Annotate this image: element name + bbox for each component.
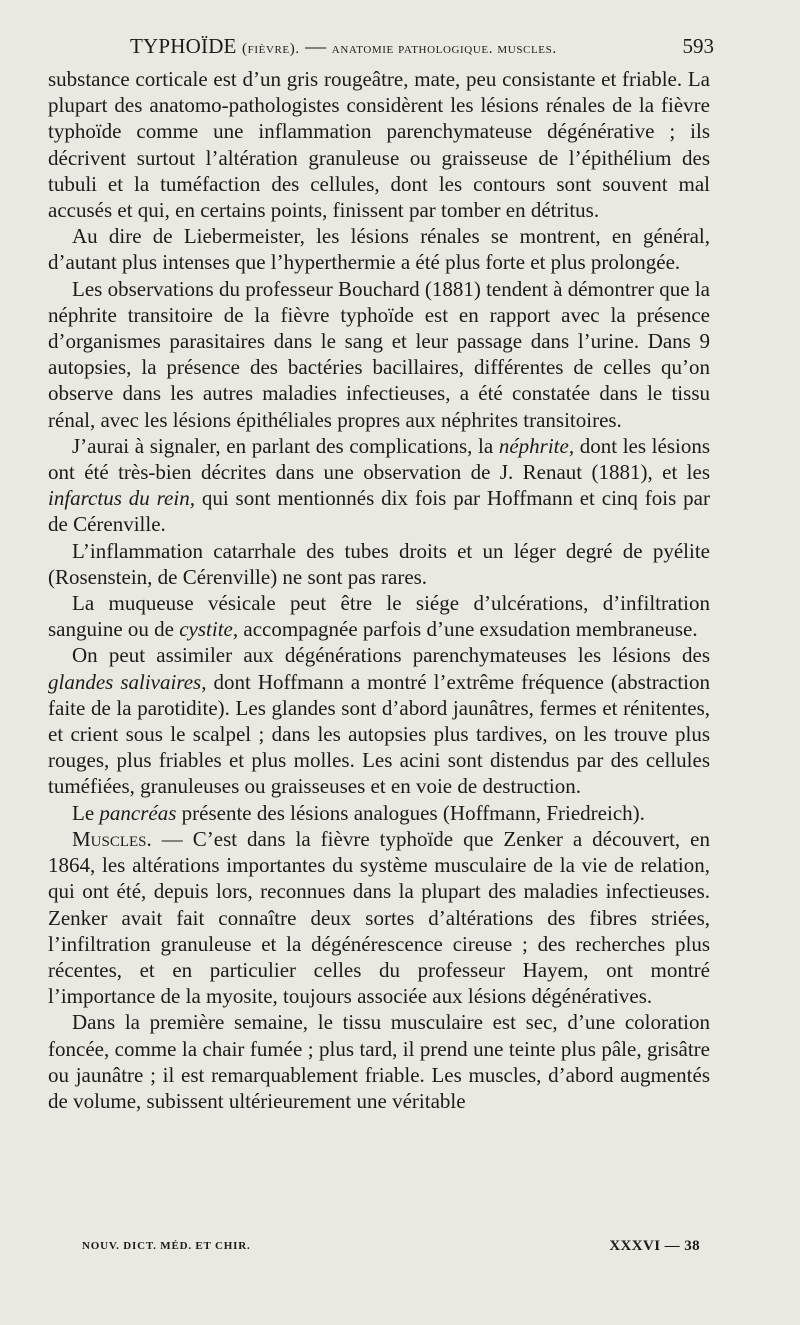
footer-signature: NOUV. DICT. MÉD. ET CHIR. (82, 1240, 251, 1252)
paragraph-complications (48, 433, 710, 538)
text-run: La muqueuse vésicale peut être le siége d’ulcérations, d’infiltration sanguine ou de (48, 591, 710, 642)
paragraph-pancreas (48, 800, 710, 826)
paragraph-salivary (48, 642, 710, 799)
paragraph-first-week: Dans la première semaine, le tissu musculaire est sec, d’une coloration foncée, comme la chair fumée ; plus tard, il prend une teinte plus pâle, grisâtre ou jaunâtre ; il est remarquablement friable. Les muscles, d’abord augmentés de volume, subissent ultérieurement une véritable (48, 1010, 710, 1113)
footer-volume: XXXVI — 38 (609, 1238, 700, 1254)
text-run: On peut assimiler aux dégénérations parenchymateuses les lésions des (72, 643, 710, 668)
header-section: anatomie pathologique. muscles. (331, 41, 557, 57)
header-title (130, 34, 557, 59)
header-title-main: TYPHOÏDE (130, 34, 237, 58)
emphasis-pancreas: pancréas (99, 800, 177, 825)
paragraph-catarrhal: L’inflammation catarrhale des tubes droits et un léger degré de pyélite (Rosenstein, de Cérenville) ne sont pas rares. (48, 538, 710, 589)
text-run: qui sont mentionnés dix fois par Hoffmann et cinq fois par de Cérenville. (48, 486, 710, 537)
header-dash: — (305, 34, 327, 58)
emphasis-infarctus: infarctus du rein, (48, 486, 195, 511)
text-run: J’aurai à signaler, en parlant des complications, la (72, 433, 499, 458)
running-header (48, 30, 714, 64)
paragraph-vesical (48, 590, 710, 642)
paragraph-liebermeister: Au dire de Liebermeister, les lésions rénales se montrent, en général, d’autant plus intenses que l’hyperthermie a été plus forte et plus prolongée. (48, 224, 710, 275)
text-run: Le (72, 800, 100, 825)
section-lead-muscles: Muscles. (72, 826, 152, 851)
text-run: — C’est dans la fièvre typhoïde que Zenker a découvert, en 1864, les altérations importantes du système musculaire de la vie de relation, qui ont été, depuis lors, reconnues dans la plupart des maladies infectieuses. Zenker avait fait connaître deux sortes d’altérations des fibres striées, l’infiltration granuleuse et la dégénérescence cireuse ; des recherches plus récentes, et en particulier celles du professeur Hayem, ont montré l’importance de la myosite, toujours associée aux lésions dégénératives. (48, 826, 710, 1009)
header-title-paren: (fièvre). (242, 41, 300, 57)
emphasis-glandes: glandes salivaires, (48, 669, 207, 694)
text-run: présente des lésions analogues (Hoffmann, Friedreich). (176, 800, 645, 825)
paragraph-bouchard: Les observations du professeur Bouchard (1881) tendent à démontrer que la néphrite transitoire de la fièvre typhoïde est en rapport avec la présence d’organismes parasitaires dans le sang et leur passage dans l’urine. Dans 9 autopsies, la présence des bactéries bacillaires, différentes de celles qu’on observe dans les autres maladies infectieuses, a été constatée dans le tissu rénal, avec les lésions épithéliales propres aux néphrites transitoires. (48, 276, 710, 432)
emphasis-nephrite: néphrite, (498, 433, 575, 458)
text-run: dont Hoffmann a montré l’extrême fréquence (abstraction faite de la parotidite). Les glandes sont d’abord jaunâtres, fermes et rénitentes, et crient sous le scalpel ; dans les autopsies plus tardives, on les trouve plus rouges, plus friables et plus molles. Les acini sont distendus par des cellules tuméfiées, granuleuses ou graisseuses et en voie de destruction. (48, 669, 710, 799)
paragraph-muscles (48, 826, 710, 1009)
page-number: 593 (682, 34, 714, 58)
emphasis-cystite: cystite, (179, 617, 239, 642)
text-run: dont les lésions ont été très-bien décrites dans une observation de J. Renaut (1881), et les (48, 433, 711, 485)
text-run: accompagnée parfois d’une exsudation membraneuse. (238, 617, 698, 642)
paragraph-renal-cortex: substance corticale est d’un gris rougeâtre, mate, peu consistante et friable. La plupart des anatomo-pathologistes considèrent les lésions rénales de la fièvre typhoïde comme une inflammation parenchymateuse dégénérative ; ils décrivent surtout l’altération granuleuse ou graisseuse de l’épithélium des tubuli et la tuméfaction des cellules, dont les contours sont souvent mal accusés et qui, en certains points, finissent par tomber en détritus. (48, 67, 710, 223)
page-footer (82, 1238, 700, 1258)
body-text (48, 66, 710, 1114)
